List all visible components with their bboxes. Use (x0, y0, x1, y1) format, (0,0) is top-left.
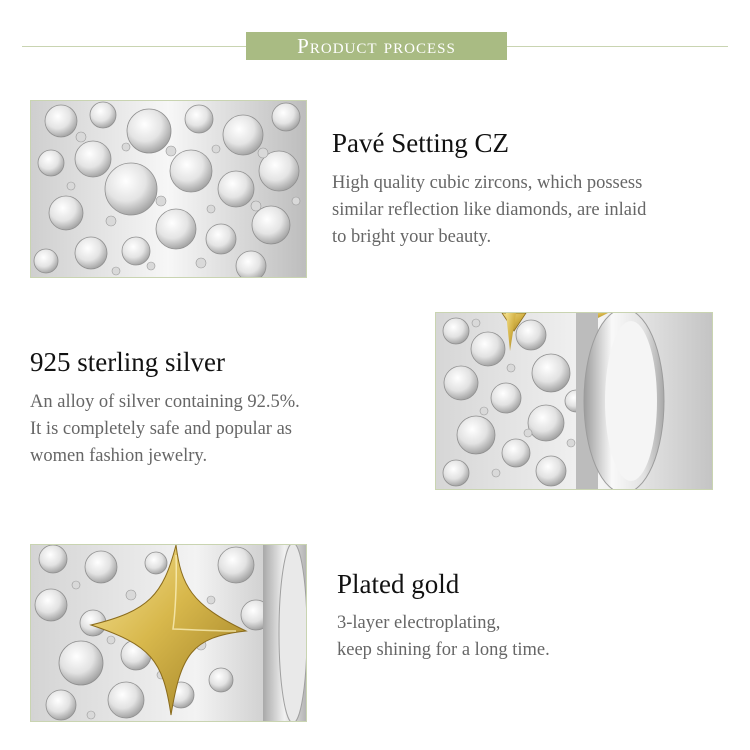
section-title-silver: 925 sterling silver (30, 347, 225, 377)
section-desc-silver (30, 389, 300, 470)
pave-zircons-image (31, 101, 306, 277)
silver-charm-image (436, 313, 712, 489)
section-desc-gold (337, 610, 550, 664)
desc-line: An alloy of silver containing 92.5%. (30, 392, 300, 412)
pave-setting-photo (30, 100, 307, 278)
desc-line: High quality cubic zircons, which possess (332, 173, 643, 193)
section-desc-pave (332, 170, 646, 251)
desc-line: keep shining for a long time. (337, 640, 550, 660)
header-rule-left (22, 46, 246, 47)
section-title-gold: Plated gold (337, 569, 460, 599)
header-rule-right (507, 46, 728, 47)
section-banner: Product process (246, 32, 507, 60)
section-title-pave: Pavé Setting CZ (332, 128, 509, 158)
desc-line: 3-layer electroplating, (337, 613, 501, 633)
desc-line: women fashion jewelry. (30, 446, 208, 466)
desc-line: similar reflection like diamonds, are inlaid (332, 200, 647, 220)
plated-gold-photo (30, 544, 307, 722)
desc-line: to bright your beauty. (332, 227, 492, 247)
sterling-silver-photo (435, 312, 713, 490)
gold-star-charm-image (31, 545, 306, 721)
desc-line: It is completely safe and popular as (30, 419, 292, 439)
